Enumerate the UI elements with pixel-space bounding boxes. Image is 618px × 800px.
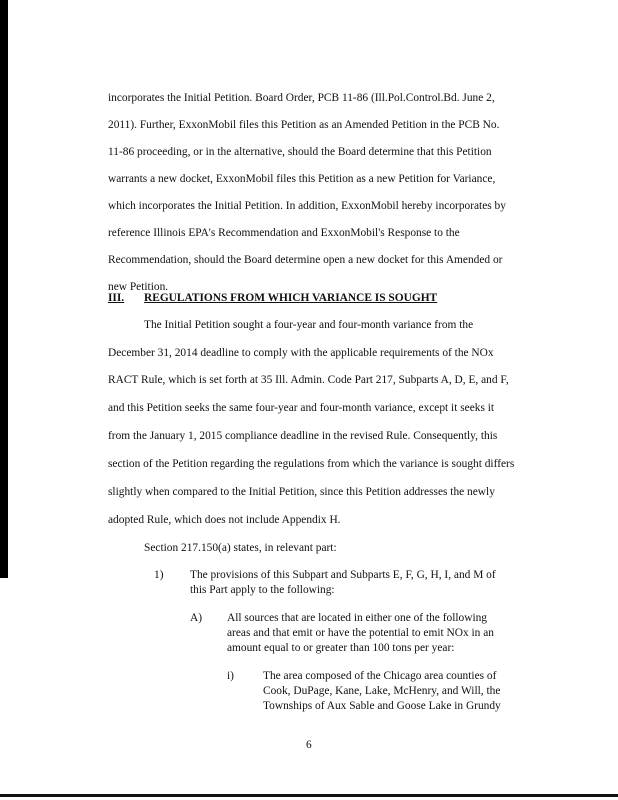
scan-edge-bar [0,0,8,578]
text-line: All sources that are located in either one of the following [227,612,487,624]
text-line: Townships of Aux Sable and Goose Lake in Grundy [263,700,501,712]
text-line: Cook, DuPage, Kane, Lake, McHenry, and Will, the [263,685,501,697]
page-number: 6 [306,739,312,751]
text-line: and this Petition seeks the same four-year and four-month variance, except it seeks it [108,402,495,414]
text-line: from the January 1, 2015 compliance deadline in the revised Rule. Consequently, this [108,430,498,442]
section-number: III. [108,292,125,304]
text-line: adopted Rule, which does not include Appendix H. [108,514,341,526]
text-line: new Petition. [108,281,169,293]
text-line: which incorporates the Initial Petition. In addition, ExxonMobil hereby incorporates by [108,200,506,212]
item-label: A) [190,612,203,624]
text-line: warrants a new docket, ExxonMobil files this Petition as a new Petition for Variance, [108,173,496,185]
text-line: 2011). Further, ExxonMobil files this Petition as an Amended Petition in the PCB No. [108,119,500,131]
text-line: areas and that emit or have the potential to emit NOx in an [227,627,494,639]
text-line: section of the Petition regarding the regulations from which the variance is sought differs [108,458,515,470]
text-line: amount equal to or greater than 100 tons per year: [227,642,455,654]
text-line: RACT Rule, which is set forth at 35 Ill. Admin. Code Part 217, Subparts A, D, E, and F, [108,374,509,386]
text-line: The area composed of the Chicago area counties of [263,670,497,682]
text-line: this Part apply to the following: [190,584,335,596]
item-label: 1) [154,569,164,581]
scan-bottom-edge [0,794,618,797]
text-line: reference Illinois EPA's Recommendation and ExxonMobil's Response to the [108,227,460,239]
text-line: incorporates the Initial Petition. Board Order, PCB 11-86 (Ill.Pol.Control.Bd. June 2, [108,92,495,104]
text-line: Recommendation, should the Board determine open a new docket for this Amended or [108,254,503,266]
section-title: REGULATIONS FROM WHICH VARIANCE IS SOUGHT [144,292,438,304]
text-line: The provisions of this Subpart and Subparts E, F, G, H, I, and M of [190,569,496,581]
item-label: i) [227,670,234,682]
text-line: December 31, 2014 deadline to comply with the applicable requirements of the NOx [108,347,494,359]
text-line: slightly when compared to the Initial Petition, since this Petition addresses the newly [108,486,495,498]
text-line: 11-86 proceeding, or in the alternative, should the Board determine that this Petition [108,146,492,158]
quote-intro: Section 217.150(a) states, in relevant part: [144,542,337,554]
text-line: The Initial Petition sought a four-year and four-month variance from the [144,319,474,331]
